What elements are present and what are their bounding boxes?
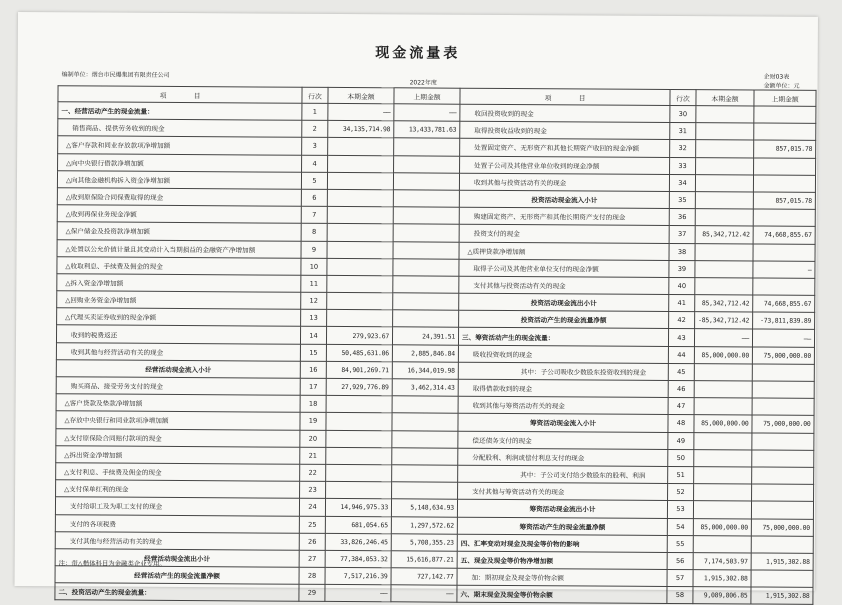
header-prior-right: 上期金额 — [754, 90, 816, 106]
right-prior-amount: —— — [753, 329, 815, 347]
footnote: 注：带△楷体科目为金融类企业专用。 — [58, 559, 166, 568]
left-line-number: 14 — [300, 327, 326, 344]
right-current-amount — [693, 535, 751, 553]
left-line-number: 11 — [301, 275, 327, 292]
document-page — [14, 12, 817, 601]
right-current-amount — [695, 243, 753, 261]
right-current-amount — [695, 192, 753, 210]
left-line-number: 10 — [301, 258, 327, 275]
left-line-number: 15 — [300, 344, 326, 361]
left-item-label: 购买商品、接受劳务支付的现金 — [56, 377, 300, 396]
currency-unit: 金额单位：元 — [763, 82, 800, 90]
right-prior-amount: 1,915,302.88 — [751, 553, 813, 571]
left-prior-amount — [392, 396, 458, 414]
right-prior-amount — [752, 484, 814, 502]
left-current-amount — [327, 172, 393, 190]
right-item-label: 四、汇率变动对现金及现金等价物的影响 — [457, 534, 667, 552]
right-line-number: 32 — [670, 140, 696, 157]
left-item-label: △客户存款和同业存放款项净增加额 — [58, 136, 302, 155]
right-current-amount — [693, 501, 751, 519]
left-line-number: 9 — [301, 241, 327, 258]
right-item-label: 吸收投资收到的现金 — [458, 345, 668, 363]
right-item-label: 其中：子公司吸收少数股东投资收到的现金 — [458, 362, 668, 380]
left-item-label: △向其他金融机构拆入资金净增加额 — [57, 170, 301, 189]
left-current-amount — [327, 292, 393, 310]
right-item-label: 取得子公司及其他营业单位支付的现金净额 — [459, 259, 669, 277]
right-prior-amount — [753, 243, 815, 261]
right-current-amount: 85,000,000.00 — [693, 518, 751, 536]
left-current-amount — [326, 482, 392, 500]
left-line-number: 20 — [300, 430, 326, 447]
right-line-number: 40 — [669, 277, 695, 294]
left-item-label: 收到其他与经营活动有关的现金 — [56, 342, 300, 361]
left-current-amount: 279,923.67 — [326, 327, 392, 345]
right-item-label: 筹资活动现金流入小计 — [458, 414, 668, 432]
right-line-number: 34 — [669, 174, 695, 191]
left-line-number: 8 — [301, 224, 327, 241]
left-line-number: 25 — [299, 516, 325, 533]
right-line-number: 45 — [668, 363, 694, 380]
right-line-number: 41 — [669, 295, 695, 312]
right-line-number: 31 — [670, 123, 696, 140]
left-line-number: 17 — [300, 378, 326, 395]
page-title: 现金流量表 — [375, 45, 461, 62]
right-line-number: 51 — [668, 466, 694, 483]
right-item-label: 筹资活动产生的现金流量净额 — [457, 517, 667, 535]
right-item-label: 收到其他与投资活动有关的现金 — [459, 173, 669, 191]
right-prior-amount — [752, 467, 814, 485]
left-prior-amount — [393, 293, 459, 311]
right-prior-amount: 857,015.78 — [753, 192, 815, 210]
left-item-label: △收到再保业务现金净额 — [57, 205, 301, 224]
right-item-label: 投资活动产生的现金流量净额 — [459, 310, 669, 328]
left-item-label: △处置以公允价值计量且其变动计入当期损益的金融资产净增加额 — [57, 239, 301, 258]
right-item-label: 处置固定资产、无形资产和其他长期资产收回的现金净额 — [460, 139, 670, 157]
left-prior-amount — [394, 138, 460, 156]
left-prior-amount — [393, 310, 459, 328]
left-item-label: 二、投资活动产生的现金流量： — [55, 583, 299, 602]
right-current-amount: -85,342,712.42 — [695, 312, 753, 330]
right-item-label: 投资活动现金流入小计 — [459, 190, 669, 208]
right-item-label: 取得借款收到的现金 — [458, 379, 668, 397]
right-prior-amount — [752, 433, 814, 451]
left-item-label: △支付保单红利的现金 — [56, 480, 300, 499]
right-line-number: 43 — [668, 329, 694, 346]
left-line-number: 16 — [300, 361, 326, 378]
left-line-number: 26 — [299, 533, 325, 550]
right-item-label: 收到其他与筹资活动有关的现金 — [458, 396, 668, 414]
left-current-amount: 84,901,269.71 — [326, 361, 392, 379]
right-current-amount — [695, 278, 753, 296]
right-current-amount: 85,342,712.42 — [695, 226, 753, 244]
right-current-amount — [694, 398, 752, 416]
right-prior-amount — [754, 106, 816, 124]
right-prior-amount: — — [753, 261, 815, 279]
right-line-number: 50 — [668, 449, 694, 466]
right-item-label: 投资支付的现金 — [459, 225, 669, 243]
left-current-amount — [326, 447, 392, 465]
right-prior-amount: 857,015.78 — [754, 140, 816, 158]
right-current-amount — [694, 484, 752, 502]
left-item-label: 支付给职工及为职工支付的现金 — [55, 497, 299, 516]
right-line-number: 49 — [668, 432, 694, 449]
left-current-amount — [327, 189, 393, 207]
left-item-label: △代理买卖证券收到的现金净额 — [57, 308, 301, 327]
left-current-amount: 7,517,216.39 — [325, 567, 391, 585]
right-current-amount: 85,342,712.42 — [695, 295, 753, 313]
left-prior-amount: 16,344,019.98 — [392, 362, 458, 380]
left-line-number: 22 — [300, 464, 326, 481]
left-item-label: 经营活动产生的现金流量净额 — [55, 566, 299, 585]
left-item-label: 支付其他与经营活动有关的现金 — [55, 531, 299, 550]
right-item-label: 分配股利、利润或偿付利息支付的现金 — [458, 448, 668, 466]
left-item-label: 经营活动现金流出小计 — [55, 549, 299, 568]
right-current-amount — [695, 174, 753, 192]
right-item-label: 投资活动现金流出小计 — [459, 293, 669, 311]
left-line-number: 6 — [301, 189, 327, 206]
right-line-number: 53 — [667, 501, 693, 518]
right-item-label: 支付其他与投资活动有关的现金 — [459, 276, 669, 294]
left-current-amount — [327, 207, 393, 225]
right-item-label: 加：期初现金及现金等价物余额 — [457, 568, 667, 586]
left-line-number: 5 — [301, 172, 327, 189]
right-line-number: 44 — [668, 346, 694, 363]
table-row — [55, 583, 813, 605]
left-item-label: △支付利息、手续费及佣金的现金 — [56, 463, 300, 482]
right-prior-amount: 74,668,855.67 — [753, 295, 815, 313]
right-line-number: 30 — [670, 105, 696, 122]
left-current-amount: —— — [328, 103, 394, 121]
left-prior-amount: 5,708,355.23 — [391, 533, 457, 551]
right-prior-amount — [752, 450, 814, 468]
left-prior-amount: 5,148,634.93 — [391, 499, 457, 517]
left-current-amount: 50,485,631.06 — [326, 344, 392, 362]
left-item-label: △收到原保险合同保费取得的现金 — [57, 188, 301, 207]
left-prior-amount — [393, 190, 459, 208]
right-line-number: 35 — [669, 191, 695, 208]
right-item-label: 三、筹资活动产生的现金流量： — [458, 328, 668, 346]
right-item-label: △质押贷款净增加额 — [459, 242, 669, 260]
left-item-label: △存放中央银行和同业款项净增加额 — [56, 411, 300, 430]
right-item-label: 购建固定资产、无形资产和其他长期资产支付的现金 — [459, 207, 669, 225]
left-prior-amount: 15,616,877.21 — [391, 551, 457, 569]
right-prior-amount: 74,668,855.67 — [753, 226, 815, 244]
right-item-label: 支付其他与筹资活动有关的现金 — [458, 482, 668, 500]
right-current-amount — [695, 260, 753, 278]
right-current-amount — [694, 449, 752, 467]
right-current-amount — [694, 432, 752, 450]
left-current-amount — [327, 241, 393, 259]
header-item-right: 项 目 — [460, 88, 670, 105]
left-current-amount — [326, 413, 392, 431]
left-line-number: 1 — [302, 103, 328, 120]
left-prior-amount — [392, 465, 458, 483]
left-current-amount: 681,054.65 — [325, 516, 391, 534]
form-code: 企财03表 — [763, 73, 790, 81]
right-prior-amount — [752, 398, 814, 416]
right-line-number: 54 — [667, 518, 693, 535]
left-item-label: 收到的税费返还 — [56, 325, 300, 344]
header-seq-right: 行次 — [670, 89, 696, 105]
header-seq-left: 行次 — [302, 87, 328, 103]
left-line-number: 19 — [300, 413, 326, 430]
right-item-label: 收回投资收到的现金 — [460, 104, 670, 122]
right-prior-amount: -73,811,839.89 — [753, 312, 815, 330]
right-line-number: 39 — [669, 260, 695, 277]
cash-flow-table — [54, 85, 816, 605]
right-prior-amount — [753, 209, 815, 227]
right-current-amount — [694, 467, 752, 485]
right-item-label: 六、期末现金及现金等价物余额 — [457, 585, 667, 603]
left-prior-amount: 3,462,314.43 — [392, 379, 458, 397]
left-line-number: 21 — [300, 447, 326, 464]
left-line-number: 7 — [301, 206, 327, 223]
right-prior-amount: 75,000,000.00 — [751, 518, 813, 536]
left-line-number: 24 — [299, 499, 325, 516]
left-prior-amount — [393, 258, 459, 276]
left-current-amount — [327, 224, 393, 242]
left-line-number: 13 — [301, 309, 327, 326]
right-prior-amount: 75,000,000.00 — [752, 347, 814, 365]
right-item-label: 取得投资收益收到的现金 — [460, 121, 670, 139]
report-year: 2022年度 — [409, 79, 437, 87]
header-current-right: 本期金额 — [696, 90, 754, 106]
left-line-number: 18 — [300, 395, 326, 412]
left-current-amount — [327, 310, 393, 328]
left-prior-amount — [392, 413, 458, 431]
right-prior-amount — [752, 381, 814, 399]
right-item-label: 筹资活动现金流出小计 — [457, 500, 667, 518]
right-line-number: 42 — [669, 312, 695, 329]
left-item-label: △拆出资金净增加额 — [56, 445, 300, 464]
right-prior-amount — [752, 364, 814, 382]
right-prior-amount — [751, 501, 813, 519]
right-current-amount: 7,174,503.97 — [693, 553, 751, 571]
right-prior-amount — [753, 278, 815, 296]
left-prior-amount — [393, 276, 459, 294]
left-item-label: △客户贷款及垫款净增加额 — [56, 394, 300, 413]
left-prior-amount — [392, 448, 458, 466]
left-prior-amount — [393, 224, 459, 242]
right-item-label: 其中：子公司支付给少数股东的股利、利润 — [458, 465, 668, 483]
header-prior-left: 上期金额 — [394, 88, 460, 104]
left-current-amount — [328, 155, 394, 173]
left-line-number: 3 — [302, 138, 328, 155]
left-current-amount: 34,135,714.98 — [328, 121, 394, 139]
left-line-number: 12 — [301, 292, 327, 309]
left-prior-amount — [393, 207, 459, 225]
table-body — [55, 102, 816, 605]
right-line-number: 38 — [669, 243, 695, 260]
left-current-amount — [326, 430, 392, 448]
left-prior-amount: —— — [391, 585, 457, 603]
left-line-number: 28 — [299, 567, 325, 584]
left-prior-amount: 2,885,846.84 — [392, 344, 458, 362]
left-line-number: 27 — [299, 550, 325, 567]
left-current-amount: 33,826,246.45 — [325, 533, 391, 551]
right-line-number: 52 — [668, 484, 694, 501]
left-line-number: 4 — [302, 155, 328, 172]
left-current-amount: —— — [325, 585, 391, 603]
right-line-number: 48 — [668, 415, 694, 432]
left-prior-amount — [392, 430, 458, 448]
right-current-amount: 9,089,806.85 — [693, 587, 751, 605]
left-item-label: 支付的各项税费 — [55, 514, 299, 533]
left-current-amount: 77,384,053.32 — [325, 550, 391, 568]
left-prior-amount: —— — [394, 104, 460, 122]
left-current-amount: 14,946,975.33 — [325, 499, 391, 517]
right-current-amount — [694, 363, 752, 381]
left-line-number: 2 — [302, 120, 328, 137]
right-current-amount — [696, 157, 754, 175]
left-item-label: △回购业务资金净增加额 — [57, 291, 301, 310]
right-prior-amount — [754, 158, 816, 176]
left-current-amount — [326, 464, 392, 482]
left-item-label: △向中央银行借款净增加额 — [58, 153, 302, 172]
left-current-amount — [326, 396, 392, 414]
left-item-label: 销售商品、提供劳务收到的现金 — [58, 119, 302, 138]
left-prior-amount: 1,297,572.62 — [391, 516, 457, 534]
right-current-amount — [696, 140, 754, 158]
right-line-number: 46 — [668, 380, 694, 397]
left-item-label: △拆入资金净增加额 — [57, 274, 301, 293]
right-line-number: 33 — [670, 157, 696, 174]
left-line-number: 23 — [300, 481, 326, 498]
left-prior-amount — [392, 482, 458, 500]
left-prior-amount: 24,391.51 — [392, 327, 458, 345]
left-current-amount — [327, 275, 393, 293]
left-item-label: 经营活动现金流入小计 — [56, 360, 300, 379]
right-prior-amount: 1,915,302.88 — [751, 587, 813, 605]
header-item-left: 项 目 — [58, 86, 302, 103]
left-line-number: 29 — [299, 584, 325, 601]
right-prior-amount — [754, 123, 816, 141]
right-current-amount — [694, 381, 752, 399]
left-prior-amount — [393, 241, 459, 259]
left-prior-amount — [393, 173, 459, 191]
right-line-number: 55 — [667, 535, 693, 552]
left-prior-amount: 727,142.77 — [391, 568, 457, 586]
right-line-number: 57 — [667, 570, 693, 587]
right-line-number: 56 — [667, 552, 693, 569]
right-item-label: 五、现金及现金等价物净增加额 — [457, 551, 667, 569]
header-current-left: 本期金额 — [328, 87, 394, 103]
right-current-amount — [696, 106, 754, 124]
right-current-amount — [696, 123, 754, 141]
left-current-amount: 27,929,776.89 — [326, 378, 392, 396]
right-item-label: 偿还债务支付的现金 — [458, 431, 668, 449]
left-current-amount — [328, 138, 394, 156]
right-line-number: 58 — [667, 587, 693, 604]
right-prior-amount: 75,000,000.00 — [752, 415, 814, 433]
right-current-amount — [695, 209, 753, 227]
right-prior-amount — [753, 175, 815, 193]
left-prior-amount: 13,433,781.63 — [394, 121, 460, 139]
left-item-label: △支付原保险合同赔付款项的现金 — [56, 428, 300, 447]
right-current-amount: 85,000,000.00 — [694, 346, 752, 364]
right-current-amount: 1,915,302.88 — [693, 570, 751, 588]
left-item-label: 一、经营活动产生的现金流量： — [58, 102, 302, 121]
left-item-label: △收取利息、手续费及佣金的现金 — [57, 256, 301, 275]
right-line-number: 36 — [669, 209, 695, 226]
left-current-amount — [327, 258, 393, 276]
right-line-number: 37 — [669, 226, 695, 243]
right-prior-amount — [751, 536, 813, 554]
company-name: 编制单位：烟台市民爆集团有限责任公司 — [61, 71, 170, 79]
right-line-number: 47 — [668, 398, 694, 415]
right-item-label: 处置子公司及其他营业单位收到的现金净额 — [460, 156, 670, 174]
right-current-amount: 85,000,000.00 — [694, 415, 752, 433]
right-prior-amount — [751, 570, 813, 588]
right-current-amount: —— — [694, 329, 752, 347]
left-item-label: △保户储金及投资款净增加额 — [57, 222, 301, 241]
left-prior-amount — [394, 155, 460, 173]
